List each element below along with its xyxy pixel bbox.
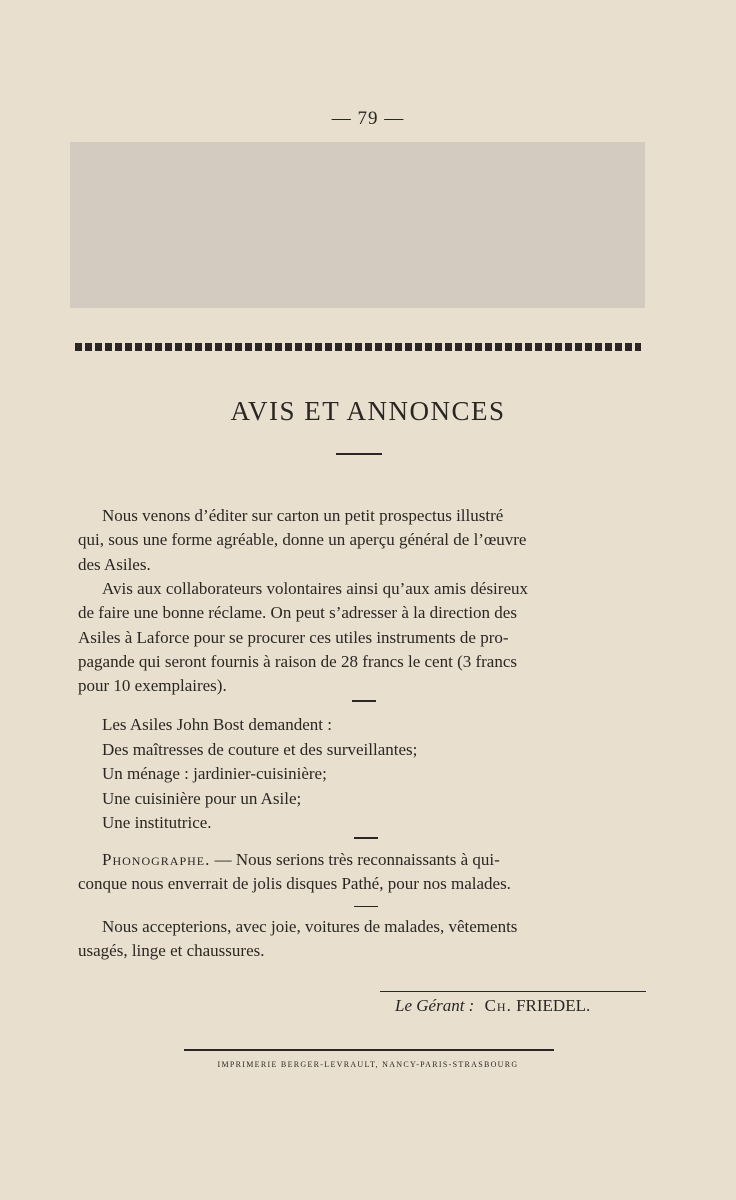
text-line: pagande qui seront fournis à raison de 28 francs le cent (3 francs <box>78 651 518 671</box>
page-number: — 79 — <box>331 108 405 129</box>
text-line <box>78 848 648 872</box>
section-title: AVIS ET ANNONCES <box>230 396 506 426</box>
list-item: Des maîtresses de couture et des surveillantes; <box>102 739 418 759</box>
list-item: Une cuisinière pour un Asile; <box>102 788 302 808</box>
text-fragment: — Nous serions très reconnaissants à qui- <box>214 850 500 869</box>
text-line: Nous venons d’éditer sur carton un petit prospectus illustré <box>102 506 504 525</box>
signature-rule <box>380 991 646 992</box>
list-item: Une institutrice. <box>102 813 212 833</box>
requests-list <box>102 713 417 836</box>
signature <box>395 996 590 1016</box>
dotted-separator <box>75 343 641 351</box>
paragraph-donations <box>78 915 648 964</box>
redacted-block <box>70 142 645 308</box>
text-line: usagés, linge et chaussures. <box>78 941 265 961</box>
imprint-rule <box>184 1049 554 1051</box>
text-line: Nous accepterions, avec joie, voitures de malades, vêtements <box>102 917 518 936</box>
phonographe-label: Phonographe. <box>102 850 211 869</box>
paragraph-avis <box>78 577 648 698</box>
text-line: Asiles à Laforce pour se procurer ces utiles instruments de pro- <box>78 627 509 647</box>
signature-name: FRIEDEL. <box>516 996 591 1015</box>
text-line: des Asiles. <box>78 554 151 574</box>
list-item: Un ménage : jardinier-cuisinière; <box>102 764 327 784</box>
text-line: qui, sous une forme agréable, donne un aperçu général de l’œuvre <box>78 530 527 550</box>
signature-prefix: Ch. <box>484 996 512 1015</box>
short-rule <box>354 906 378 907</box>
text-line: de faire une bonne réclame. On peut s’adresser à la direction des <box>78 603 517 623</box>
text-line: pour 10 exemplaires). <box>78 676 227 696</box>
short-rule <box>354 837 378 839</box>
short-rule <box>352 700 376 702</box>
imprint: IMPRIMERIE BERGER-LEVRAULT, NANCY-PARIS-STRASBOURG <box>217 1060 519 1069</box>
list-item: Les Asiles John Bost demandent : <box>102 715 332 734</box>
title-rule <box>336 453 382 455</box>
paragraph-phonographe <box>78 848 648 896</box>
text-line: conque nous enverrait de jolis disques Pathé, pour nos malades. <box>78 874 511 893</box>
text-line: Avis aux collaborateurs volontaires ainsi qu’aux amis désireux <box>102 579 528 598</box>
signature-role: Le Gérant : <box>395 996 475 1015</box>
paragraph-prospectus <box>78 504 648 577</box>
